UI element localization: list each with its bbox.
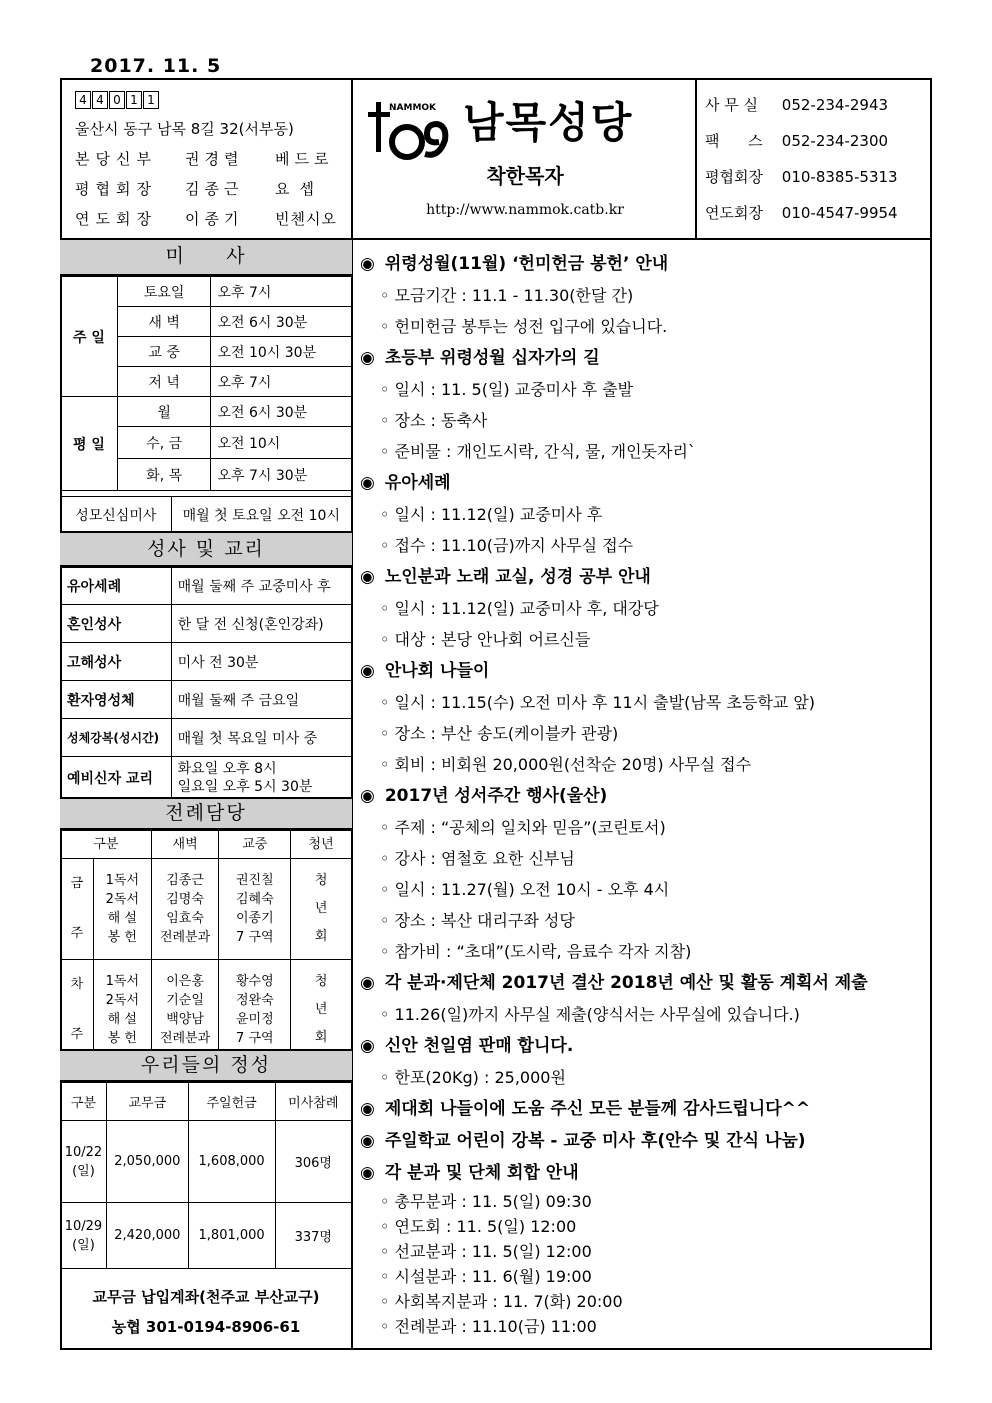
special-mass-table: 성모신심미사 매월 첫 토요일 오전 10시 xyxy=(60,496,352,533)
notice-item: ◦ 일시 : 11.12(일) 교중미사 후, 대강당 xyxy=(380,599,659,618)
notice-heading: ◉ 2017년 성서주간 행사(울산) xyxy=(360,780,930,812)
contact-row: 평협회장 010-8385-5313 xyxy=(705,168,898,186)
notice-item: ◦ 한포(20Kg) : 25,000원 xyxy=(380,1068,566,1087)
notice-item: ◦ 준비물 : 개인도시락, 간식, 물, 개인돗자리` xyxy=(380,442,696,461)
notice-heading: ◉ 주일학교 어린이 강복 - 교중 미사 후(안수 및 간식 나눔) xyxy=(360,1125,930,1157)
notice-item: ◦ 장소 : 동축사 xyxy=(380,411,488,430)
notice-item: ◦ 장소 : 복산 대리구좌 성당 xyxy=(380,911,575,930)
notice-item: ◦ 강사 : 염철호 요한 신부님 xyxy=(380,849,575,868)
notice-item: ◦ 일시 : 11.12(일) 교중미사 후 xyxy=(380,505,603,524)
notice-heading: ◉ 각 분과·제단체 2017년 결산 2018년 예산 및 활동 계획서 제출 xyxy=(360,967,930,999)
bulletin-date: 2017. 11. 5 xyxy=(90,55,222,77)
notice-item: ◦ 주제 : “공체의 일치와 믿음”(코린토서) xyxy=(380,818,666,837)
staff-row: 평협회장 김종근 요셉 xyxy=(75,180,324,198)
liturgy-title: 전례담당 xyxy=(60,797,352,830)
staff-row: 연도회장 이종기 빈첸시오 xyxy=(75,210,337,228)
notice-heading: ◉ 노인분과 노래 교실, 성경 공부 안내 xyxy=(360,561,930,593)
notice-item: ◦ 시설분과 : 11. 6(월) 19:00 xyxy=(380,1267,592,1286)
offering-title: 우리들의 정성 xyxy=(60,1049,352,1082)
mass-table: 주 일 토요일 오후 7시 새 벽 오전 6시 30분 교 중 오전 10시 30분 저 녁 오후 7시 평 일 월 오전 6시 30분 수, 금 오전 10시 화, 목 오후 7시 30분 xyxy=(60,276,352,491)
notice-item: ◦ 사회복지분과 : 11. 7(화) 20:00 xyxy=(380,1292,623,1311)
contact-row: 사 무 실 052-234-2943 xyxy=(705,96,889,114)
notice-heading: ◉ 각 분과 및 단체 회합 안내 xyxy=(360,1157,930,1189)
notice-heading: ◉ 위령성월(11월) ‘헌미헌금 봉헌’ 안내 xyxy=(360,248,930,280)
header-right-divider xyxy=(695,78,697,240)
notice-item: ◦ 총무분과 : 11. 5(일) 09:30 xyxy=(380,1192,592,1211)
church-name: 남목성당 xyxy=(463,98,634,147)
notice-heading: ◉ 초등부 위령성월 십자가의 길 xyxy=(360,342,930,374)
notice-heading: ◉ 안나회 나들이 xyxy=(360,655,930,687)
account-info: 교무금 납입계좌(천주교 부산교구) 농협 301-0194-8906-61 xyxy=(92,1288,320,1336)
notice-heading: ◉ 신안 천일염 판매 합니다. xyxy=(360,1030,930,1062)
liturgy-table: 구분 새벽 교중 청년 금 주 1독서 2독서 해 설 봉 헌 김종근 김명숙 임효숙 전례분과 권진칠 김혜숙 이종기 7 구역 청 년 회 차 주 1독서 2독서 해 설 봉 헌 이은홍 기순일 백양남 전례분과 황수영 정완숙 윤미정 7 구역 청 년 회 xyxy=(60,830,352,1061)
header-left xyxy=(75,90,350,234)
header-center xyxy=(355,82,695,237)
notice-item: ◦ 선교분과 : 11. 5(일) 12:00 xyxy=(380,1242,592,1261)
notice-item: ◦ 일시 : 11.27(월) 오전 10시 - 오후 4시 xyxy=(380,880,670,899)
notice-item: ◦ 일시 : 11. 5(일) 교중미사 후 출발 xyxy=(380,380,634,399)
staff-row: 본당신부 권경렬 베드로 xyxy=(75,150,334,168)
notice-item: ◦ 일시 : 11.15(수) 오전 미사 후 11시 출발(남목 초등학교 앞) xyxy=(380,693,816,712)
notice-item: ◦ 헌미헌금 봉투는 성전 입구에 있습니다. xyxy=(380,317,668,336)
notice-item: ◦ 접수 : 11.10(금)까지 사무실 접수 xyxy=(380,536,634,555)
rites-table: 유아세례 매월 둘째 주 교중미사 후 혼인성사 한 달 전 신청(혼인강좌) 고해성사 미사 전 30분 환자영성체 매월 둘째 주 금요일 성체강복(성시간) 매월 첫 목요일 미사 중 예비신자 교리 화요일 오후 8시 일요일 오후 5시 30분 xyxy=(60,567,352,799)
notice-item: ◦ 모금기간 : 11.1 - 11.30(한달 간) xyxy=(380,286,634,305)
contact-row: 연도회장 010-4547-9954 xyxy=(705,204,898,222)
notice-item: ◦ 장소 : 부산 송도(케이블카 관광) xyxy=(380,724,619,743)
notice-item: ◦ 전례분과 : 11.10(금) 11:00 xyxy=(380,1317,597,1336)
rites-title: 성사 및 교리 xyxy=(60,531,352,567)
church-url[interactable]: http://www.nammok.catb.kr xyxy=(426,202,624,218)
zip-code: 4 4 0 1 1 xyxy=(75,91,160,109)
address: 울산시 동구 남목 8길 32(서부동) xyxy=(75,120,294,138)
svg-text:NAMMOK: NAMMOK xyxy=(389,103,437,113)
notice-item: ◦ 연도회 : 11. 5(일) 12:00 xyxy=(380,1217,577,1236)
motto: 착한목자 xyxy=(486,164,564,188)
church-logo-icon xyxy=(367,96,455,166)
offering-table: 구분 교무금 주일헌금 미사참례 10/22 (일) 2,050,000 1,608,000 306명 10/29 (일) 2,420,000 1,801,000 337명 xyxy=(60,1082,352,1269)
notices-column xyxy=(360,248,930,1339)
notice-item: ◦ 회비 : 비회원 20,000원(선착순 20명) 사무실 접수 xyxy=(380,755,752,774)
header-contacts xyxy=(705,90,930,234)
mass-title: 미 사 xyxy=(60,240,352,276)
contact-row: 팩 스 052-234-2300 xyxy=(705,132,889,150)
notice-heading: ◉ 제대회 나들이에 도움 주신 모든 분들께 감사드립니다^^ xyxy=(360,1093,930,1125)
notice-item: ◦ 참가비 : “초대”(도시락, 음료수 각자 지참) xyxy=(380,942,692,961)
notice-item: ◦ 11.26(일)까지 사무실 제출(양식서는 사무실에 있습니다.) xyxy=(380,1005,800,1024)
notice-heading: ◉ 유아세례 xyxy=(360,467,930,499)
notice-item: ◦ 대상 : 본당 안나회 어르신들 xyxy=(380,630,591,649)
